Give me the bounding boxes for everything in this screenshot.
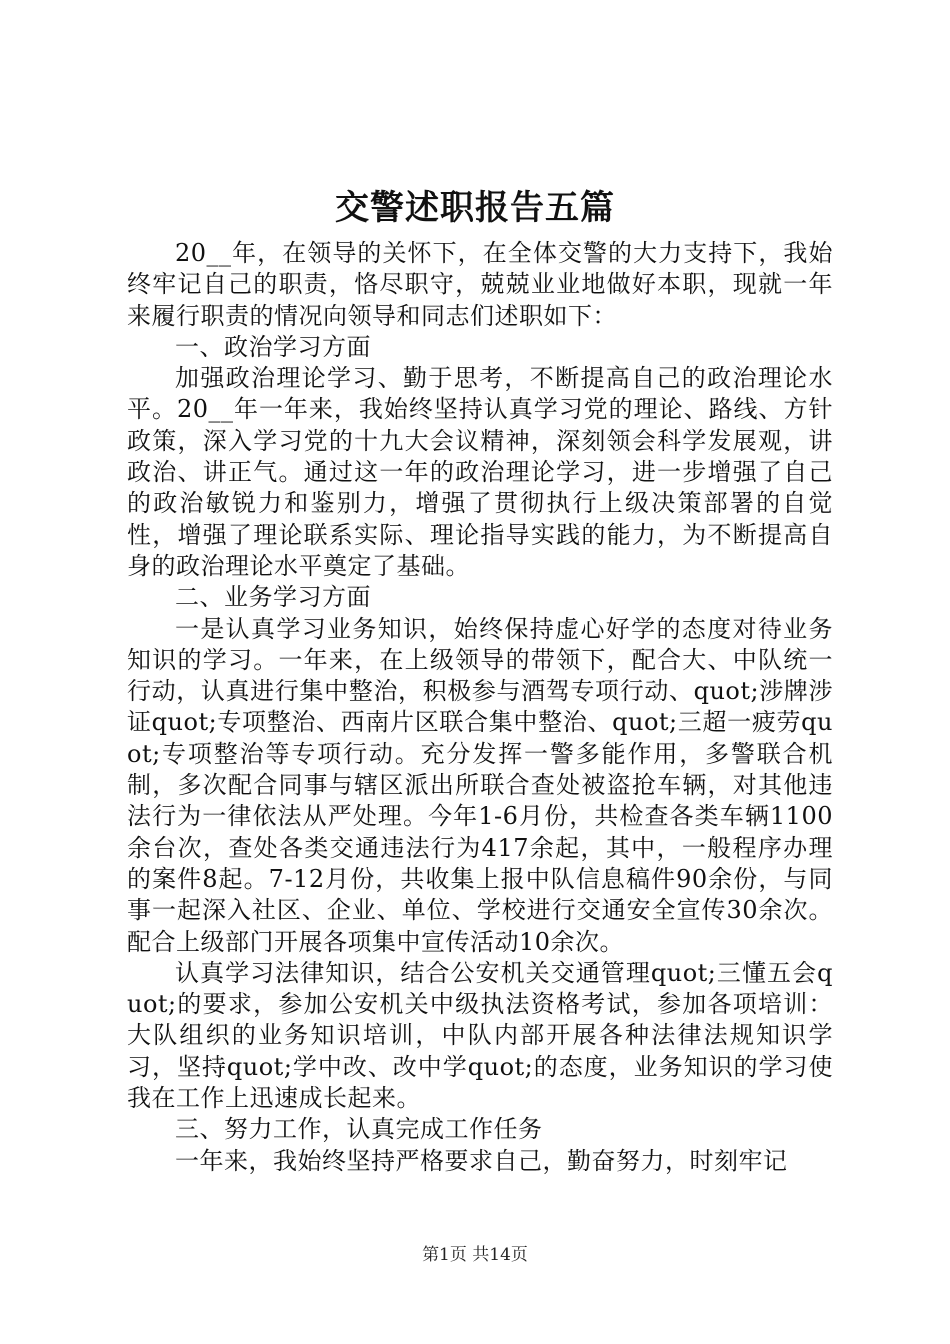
document-body bbox=[127, 238, 833, 1177]
paragraph: 加强政治理论学习、勤于思考，不断提高自己的政治理论水平。20__年一年来，我始终坚持认真学习党的理论、路线、方针政策，深入学习党的十九大会议精神，深刻领会科学发展观，讲政治、讲正气。通过这一年的政治理论学习，进一步增强了自己的政治敏锐力和鉴别力，增强了贯彻执行上级决策部署的自觉性，增强了理论联系实际、理论指导实践的能力，为不断提高自身的政治理论水平奠定了基础。 bbox=[127, 364, 833, 580]
section-heading: 三、努力工作，认真完成工作任务 bbox=[175, 1115, 543, 1144]
section-heading: 二、业务学习方面 bbox=[175, 583, 371, 612]
paragraph: 一年来，我始终坚持严格要求自己，勤奋努力，时刻牢记 bbox=[175, 1146, 788, 1175]
paragraph: 认真学习法律知识，结合公安机关交通管理quot;三懂五会quot;的要求，参加公安机关中级执法资格考试，参加各项培训：大队组织的业务知识培训，中队内部开展各种法律法规知识学习，坚持quot;学中改、改中学quot;的态度，业务知识的学习使我在工作上迅速成长起来。 bbox=[127, 958, 833, 1113]
section-heading: 一、政治学习方面 bbox=[175, 332, 371, 361]
document-title: 交警述职报告五篇 bbox=[335, 188, 615, 228]
paragraph: 20__年，在领导的关怀下，在全体交警的大力支持下，我始终牢记自己的职责，恪尽职守，兢兢业业地做好本职，现就一年来履行职责的情况向领导和同志们述职如下： bbox=[127, 239, 833, 330]
paragraph: 一是认真学习业务知识，始终保持虚心好学的态度对待业务知识的学习。一年来，在上级领导的带领下，配合大、中队统一行动，认真进行集中整治，积极参与酒驾专项行动、quot;涉牌涉证quot;专项整治、西南片区联合集中整治、quot;三超一疲劳quot;专项整治等专项行动。充分发挥一警多能作用，多警联合机制，多次配合同事与辖区派出所联合查处被盗抢车辆，对其他违法行为一律依法从严处理。今年1-6月份，共检查各类车辆1100余台次，查处各类交通违法行为417余起，其中，一般程序办理的案件8起。7-12月份，共收集上报中队信息稿件90余份，与同事一起深入社区、企业、单位、学校进行交通安全宣传30余次。配合上级部门开展各项集中宣传活动10余次。 bbox=[127, 614, 833, 956]
page-number-footer: 第1页 共14页 bbox=[422, 1245, 528, 1265]
